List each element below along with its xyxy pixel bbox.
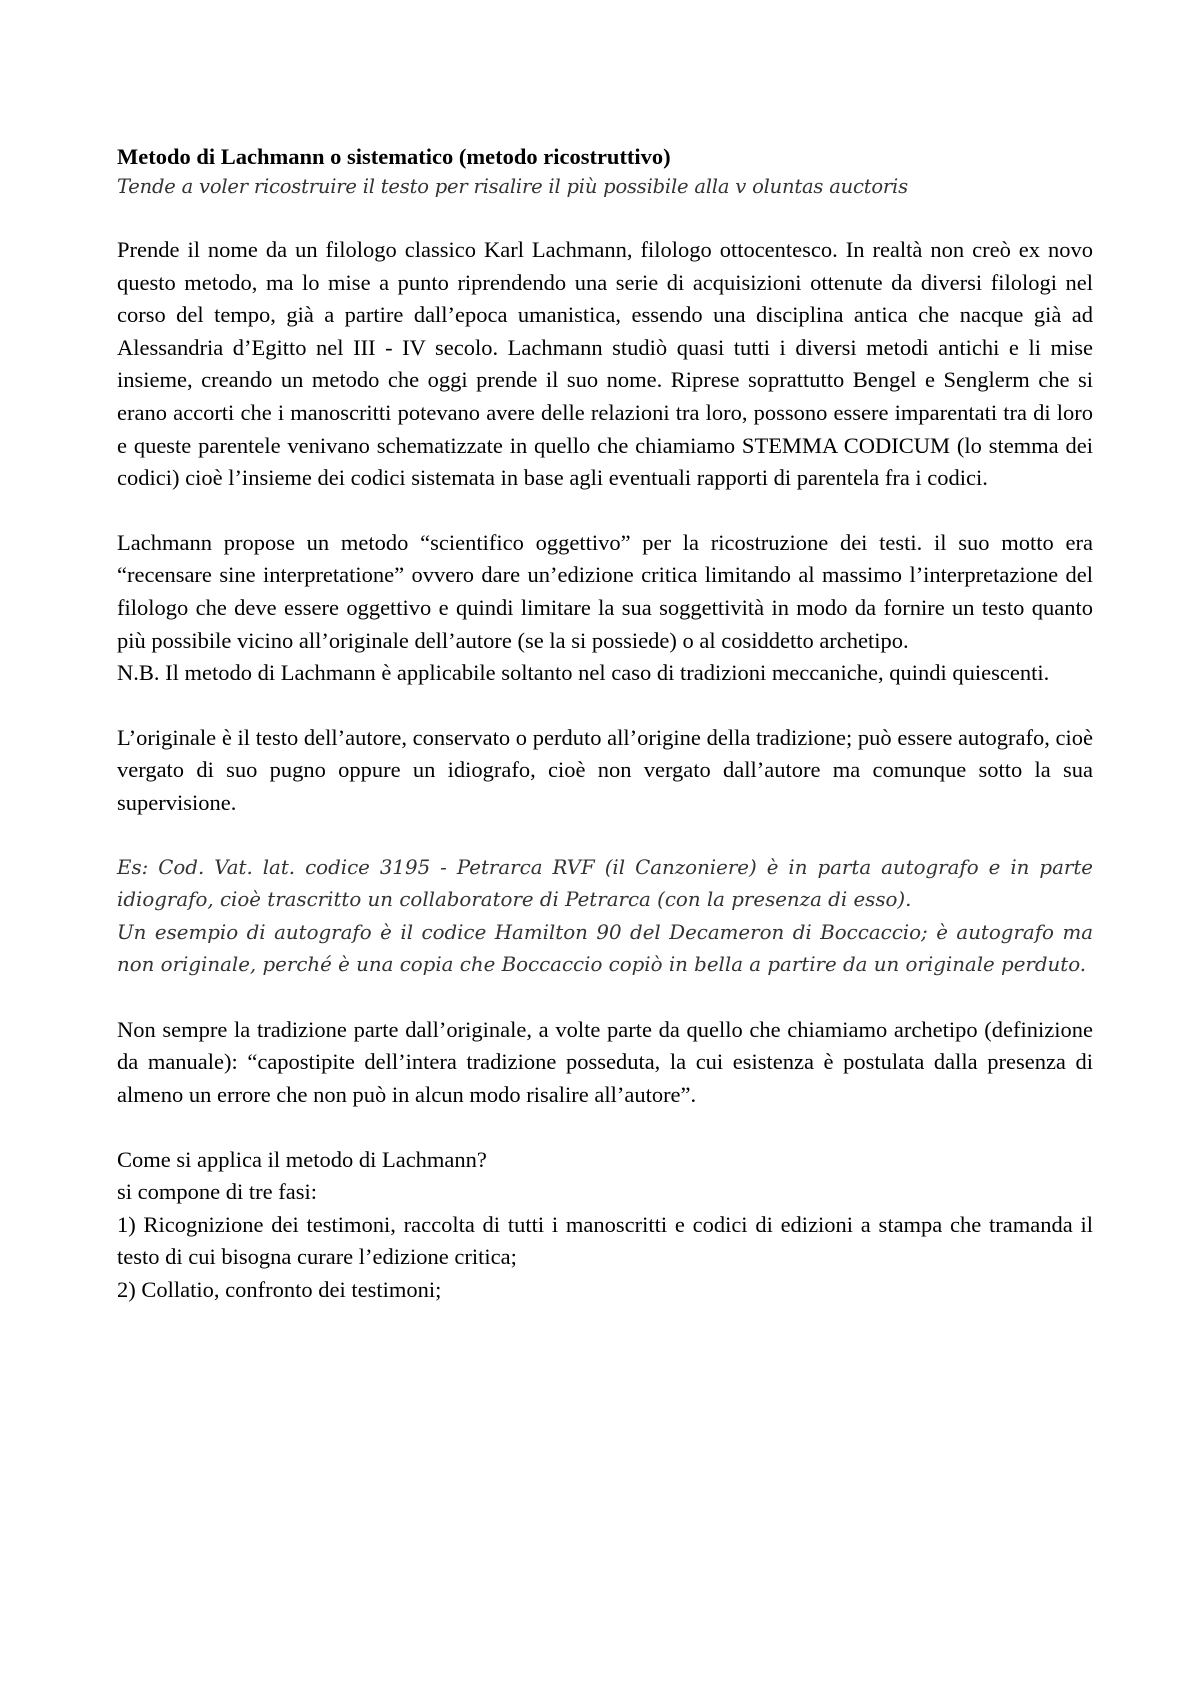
document-subtitle: Tende a voler ricostruire il testo per risalire il più possibile alla v oluntas auctoris <box>117 175 908 198</box>
paragraph-original: L’originale è il testo dell’autore, conservato o perduto all’origine della tradizione; può essere autografo, cioè vergato di suo pugno oppure un idiografo, cioè non vergato dall’autore ma comunque sotto la sua supervisione. <box>117 724 1093 815</box>
example-boccaccio: Un esempio di autografo è il codice Hamilton 90 del Decameron di Boccaccio; è autografo ma non originale, perché è una copia che Boccaccio copiò in bella a partire da un originale perduto. <box>117 920 1093 977</box>
document-title: Metodo di Lachmann o sistematico (metodo ricostruttivo) <box>117 144 671 169</box>
phase-1: 1) Ricognizione dei testimoni, raccolta di tutti i manoscritti e codici di edizioni a stampa che tramanda il testo di cui bisogna curare l’edizione critica; <box>117 1211 1093 1270</box>
paragraph-nb: N.B. Il metodo di Lachmann è applicabile soltanto nel caso di tradizioni meccaniche, quindi quiescenti. <box>117 660 1050 686</box>
question-line: Come si applica il metodo di Lachmann? <box>117 1146 487 1172</box>
phase-2: 2) Collatio, confronto dei testimoni; <box>117 1277 442 1303</box>
example-petrarca: Es: Cod. Vat. lat. codice 3195 - Petrarca RVF (il Canzoniere) è in parta autografo e in parte idiografo, cioè trascritto un collaboratore di Petrarca (con la presenza di esso). <box>117 855 1093 912</box>
paragraph-method: Lachmann propose un metodo “scientifico oggettivo” per la ricostruzione dei testi. il suo motto era “recensare sine interpretatione” ovvero dare un’edizione critica limitando al massimo l’interpretazione del filologo che deve essere oggettivo e quindi limitare la sua soggettività in modo da fornire un testo quanto più possibile vicino all’originale dell’autore (se la si possiede) o al cosiddetto archetipo. <box>117 529 1093 653</box>
document-body <box>117 142 1093 1307</box>
paragraph-archetype: Non sempre la tradizione parte dall’originale, a volte parte da quello che chiamiamo archetipo (definizione da manuale): “capostipite dell’intera tradizione posseduta, la cui esistenza è postulata dalla presenza di almeno un errore che non può in alcun modo risalire all’autore”. <box>117 1016 1093 1108</box>
phases-intro: si compone di tre fasi: <box>117 1179 317 1205</box>
paragraph-origin: Prende il nome da un filologo classico Karl Lachmann, filologo ottocentesco. In realtà non creò ex novo questo metodo, ma lo mise a punto riprendendo una serie di acquisizioni ottenute da diversi filologi nel corso del tempo, già a partire dall’epoca umanistica, essendo una disciplina antica che nacque già ad Alessandria d’Egitto nel III - IV secolo. Lachmann studiò quasi tutti i diversi metodi antichi e li mise insieme, creando un metodo che oggi prende il suo nome. Riprese soprattutto Bengel e Senglerm che si erano accorti che i manoscritti potevano avere delle relazioni tra loro, possono essere imparentati tra di loro e queste parentele venivano schematizzate in quello che chiamiamo STEMMA CODICUM (lo stemma dei codici) cioè l’insieme dei codici sistemata in base agli eventuali rapporti di parentela fra i codici. <box>117 237 1093 491</box>
